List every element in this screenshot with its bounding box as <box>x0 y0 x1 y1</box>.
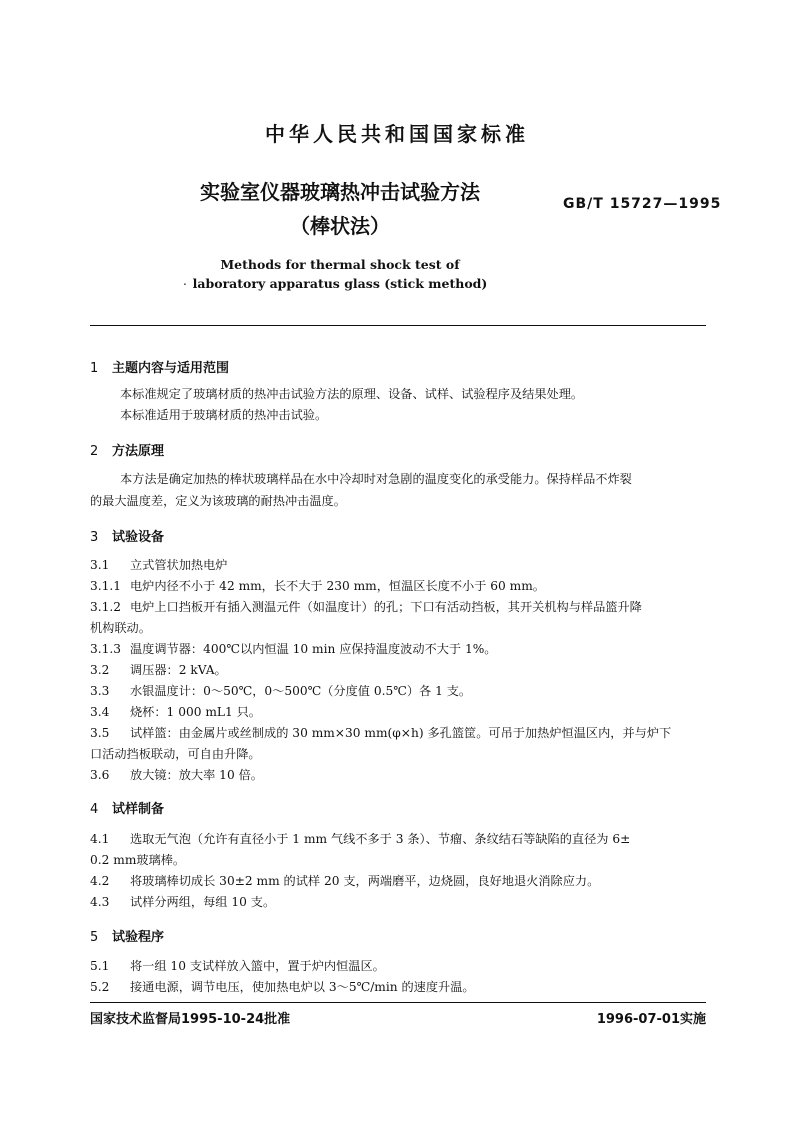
item-number: 3.1.1 <box>90 579 122 593</box>
item-text: 电炉内径不小于 42 mm，长不大于 230 mm，恒温区长度不小于 60 mm。 <box>130 579 545 593</box>
section-title: 试验程序 <box>112 930 165 945</box>
footer-divider <box>90 1002 706 1003</box>
english-title-line-1: Methods for thermal shock test of <box>220 257 460 272</box>
list-item <box>90 661 227 678</box>
item-text: 选取无气泡（允许有直径小于 1 mm 气线不多于 3 条）、节瘤、条纹结石等缺陷的直径为 6± <box>130 832 631 846</box>
header-divider <box>90 325 706 326</box>
item-text: 立式管状加热电炉 <box>130 558 228 572</box>
item-number: 4.1 <box>90 832 110 846</box>
item-text: 试样篮：由金属片或丝制成的 30 mm×30 mm(φ×h) 多孔篮筐。可吊于加热炉恒温区内，并与炉下 <box>130 726 672 740</box>
section-title: 方法原理 <box>112 444 165 459</box>
paragraph: 本标准适用于玻璃材质的热冲击试验。 <box>120 408 328 422</box>
section-number: 2 <box>90 444 99 459</box>
list-item <box>90 830 630 847</box>
item-text: 口活动挡板联动，可自由升降。 <box>90 747 261 761</box>
item-number: 3.5 <box>90 726 110 740</box>
section-title: 试样制备 <box>112 802 165 817</box>
item-text: 调压器：2 kVA。 <box>130 663 227 677</box>
section-5-heading <box>90 926 164 945</box>
country-standard-heading: 中华人民共和国国家标准 <box>265 122 529 146</box>
list-item <box>90 640 496 657</box>
section-number: 1 <box>90 361 99 376</box>
list-item <box>90 724 671 741</box>
item-number: 3.1.3 <box>90 642 122 656</box>
item-text: 烧杯：1 000 mL1 只。 <box>130 705 261 719</box>
document-title: 实验室仪器玻璃热冲击试验方法 <box>200 180 480 204</box>
section-number: 4 <box>90 802 99 817</box>
item-text: 电炉上口挡板开有插入测温元件（如温度计）的孔；下口有活动挡板，其开关机构与样品篮升降 <box>130 600 642 614</box>
list-item <box>90 766 263 783</box>
item-number: 3.1 <box>90 558 110 572</box>
section-number: 5 <box>90 930 99 945</box>
paragraph: 本方法是确定加热的棒状玻璃样品在水中冷却时对急剧的温度变化的承受能力。保持样品不炸裂 <box>120 472 632 486</box>
item-text: 机构联动。 <box>90 621 151 635</box>
item-number: 4.2 <box>90 874 110 888</box>
item-number: 3.4 <box>90 705 110 719</box>
section-number: 3 <box>90 530 99 545</box>
stray-mark: . <box>183 274 187 288</box>
list-item <box>90 619 151 636</box>
list-item <box>90 957 385 974</box>
item-number: 3.1.2 <box>90 600 122 614</box>
item-number: 5.1 <box>90 959 110 973</box>
item-number: 3.2 <box>90 663 110 677</box>
item-text: 水银温度计：0～50℃，0～500℃（分度值 0.5℃）各 1 支。 <box>130 684 472 698</box>
approval-date: 国家技术监督局1995-10-24批准 <box>90 1012 291 1027</box>
item-text: 放大镜：放大率 10 倍。 <box>130 768 263 782</box>
section-1-heading <box>90 357 229 376</box>
list-item <box>90 556 228 573</box>
list-item <box>90 577 545 594</box>
list-item <box>90 872 599 889</box>
item-number: 3.3 <box>90 684 110 698</box>
item-text: 将一组 10 支试样放入篮中，置于炉内恒温区。 <box>130 959 385 973</box>
section-title: 试验设备 <box>112 530 165 545</box>
section-4-heading <box>90 798 164 817</box>
item-text: 0.2 mm玻璃棒。 <box>90 853 186 867</box>
item-text: 接通电源，调节电压，使加热电炉以 3～5℃/min 的速度升温。 <box>130 980 475 994</box>
list-item <box>90 745 261 762</box>
list-item <box>90 851 185 868</box>
item-text: 试样分两组，每组 10 支。 <box>130 895 276 909</box>
item-number: 3.6 <box>90 768 110 782</box>
section-2-heading <box>90 440 164 459</box>
document-subtitle: （棒状法） <box>290 214 390 238</box>
item-text: 将玻璃棒切成长 30±2 mm 的试样 20 支，两端磨平，边烧圆，良好地退火消除应力。 <box>130 874 600 888</box>
item-text: 温度调节器：400℃以内恒温 10 min 应保持温度波动不大于 1%。 <box>130 642 497 656</box>
list-item <box>90 978 475 995</box>
list-item <box>90 893 275 910</box>
implementation-date: 1996-07-01实施 <box>596 1012 706 1027</box>
section-3-heading <box>90 526 164 545</box>
item-number: 4.3 <box>90 895 110 909</box>
list-item <box>90 682 471 699</box>
list-item <box>90 598 642 615</box>
standard-code: GB/T 15727—1995 <box>563 196 722 212</box>
list-item <box>90 703 261 720</box>
section-title: 主题内容与适用范围 <box>112 361 230 376</box>
paragraph: 的最大温度差，定义为该玻璃的耐热冲击温度。 <box>90 494 346 508</box>
item-number: 5.2 <box>90 980 110 994</box>
paragraph: 本标准规定了玻璃材质的热冲击试验方法的原理、设备、试样、试验程序及结果处理。 <box>120 387 584 401</box>
english-title-line-2: laboratory apparatus glass (stick method) <box>192 276 488 291</box>
